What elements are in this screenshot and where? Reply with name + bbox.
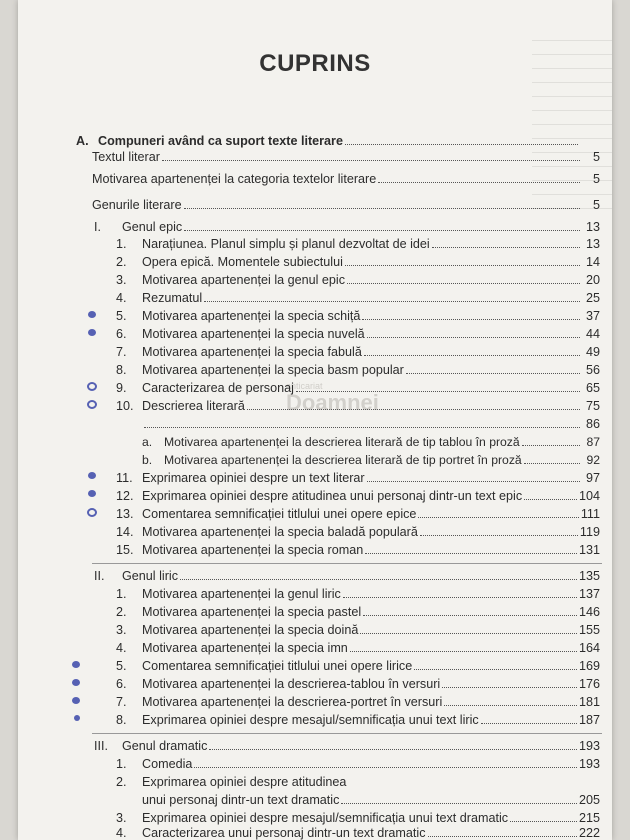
toc-entry: 5. Comentarea semnificației titlului unei opere lirice 169 [116, 659, 600, 673]
section-label: Compuneri având ca suport texte literare [98, 134, 343, 148]
toc-entry-continuation: unui personaj dintr-un text dramatic 205 [142, 793, 600, 807]
toc-entry: 86 [142, 413, 600, 431]
section-divider [92, 563, 602, 564]
toc-entry: 7. Motivarea apartenenței la descrierea-portret în versuri 181 [116, 695, 600, 709]
pen-mark [74, 715, 80, 721]
toc-entry: 2. Opera epică. Momentele subiectului 14 [116, 255, 600, 269]
toc-entry: 5. Motivarea apartenenței la specia schiță 37 [116, 309, 600, 323]
book-page [18, 0, 612, 840]
toc-entry: 8. Motivarea apartenenței la specia basm popular 56 [116, 363, 600, 377]
toc-subentry: a. Motivarea apartenenței la descrierea literară de tip tablou în proză 87 [142, 435, 600, 449]
toc-entry: Genurile literare 5 [92, 198, 600, 212]
toc-entry: 1. Narațiunea. Planul simplu și planul dezvoltat de idei 13 [116, 237, 600, 251]
toc-entry: 1. Motivarea apartenenței la genul liric 137 [116, 587, 600, 601]
toc-genre-dramatic: III. Genul dramatic 193 [94, 739, 600, 753]
pen-mark [87, 400, 97, 409]
pen-mark [72, 661, 80, 668]
pen-mark [72, 697, 80, 704]
toc-entry: Textul literar 5 [92, 150, 600, 164]
pen-mark [88, 472, 96, 479]
toc-entry: 4. Motivarea apartenenței la specia imn 164 [116, 641, 600, 655]
toc-genre-epic: I. Genul epic 13 [94, 220, 600, 234]
toc-entry: 4. Caracterizarea unui personaj dintr-un text dramatic 222 [116, 826, 600, 840]
toc-entry: 10. Descrierea literară 75 [116, 399, 600, 413]
page-title: CUPRINS [259, 50, 371, 77]
pen-mark [88, 490, 96, 497]
toc-entry: 9. Caracterizarea de personaj 65 [116, 381, 600, 395]
watermark-small: anticariat [286, 381, 323, 391]
toc-entry: 11. Exprimarea opiniei despre un text literar 97 [116, 471, 600, 485]
watermark: Doamnei [286, 390, 379, 415]
pen-mark [88, 329, 96, 336]
toc-entry: 6. Motivarea apartenenței la descrierea-tablou în versuri 176 [116, 677, 600, 691]
toc-entry: Motivarea apartenenței la categoria textelor literare 5 [92, 172, 600, 186]
toc-entry: 15. Motivarea apartenenței la specia roman 131 [116, 543, 600, 557]
toc-entry: 6. Motivarea apartenenței la specia nuvelă 44 [116, 327, 600, 341]
toc-entry: 8. Exprimarea opiniei despre mesajul/semnificația unui text liric 187 [116, 713, 600, 727]
section-letter: A. [76, 134, 89, 148]
toc-entry: 14. Motivarea apartenenței la specia baladă populară 119 [116, 525, 600, 539]
toc-entry: 2. Motivarea apartenenței la specia pastel 146 [116, 605, 600, 619]
pen-mark [72, 679, 80, 686]
pen-mark [87, 382, 97, 391]
toc-entry: 3. Exprimarea opiniei despre mesajul/semnificația unui text dramatic 215 [116, 811, 600, 825]
toc-entry: 13. Comentarea semnificației titlului unei opere epice 111 [116, 507, 600, 521]
pen-mark [87, 508, 97, 517]
toc-genre-liric: II. Genul liric 135 [94, 569, 600, 583]
toc-entry: 12. Exprimarea opiniei despre atitudinea unui personaj dintr-un text epic 104 [116, 489, 600, 503]
toc-entry: 2. Exprimarea opiniei despre atitudinea [116, 775, 347, 789]
leader-dots [345, 144, 578, 145]
toc-entry: 3. Motivarea apartenenței la genul epic 20 [116, 273, 600, 287]
toc-entry: 4. Rezumatul 25 [116, 291, 600, 305]
toc-entry: 7. Motivarea apartenenței la specia fabulă 49 [116, 345, 600, 359]
toc-entry: 3. Motivarea apartenenței la specia doină 155 [116, 623, 600, 637]
section-divider [92, 733, 602, 734]
pen-mark [88, 311, 96, 318]
toc-subentry: b. Motivarea apartenenței la descrierea literară de tip portret în proză 92 [142, 453, 600, 467]
toc-entry: 1. Comedia 193 [116, 757, 600, 771]
